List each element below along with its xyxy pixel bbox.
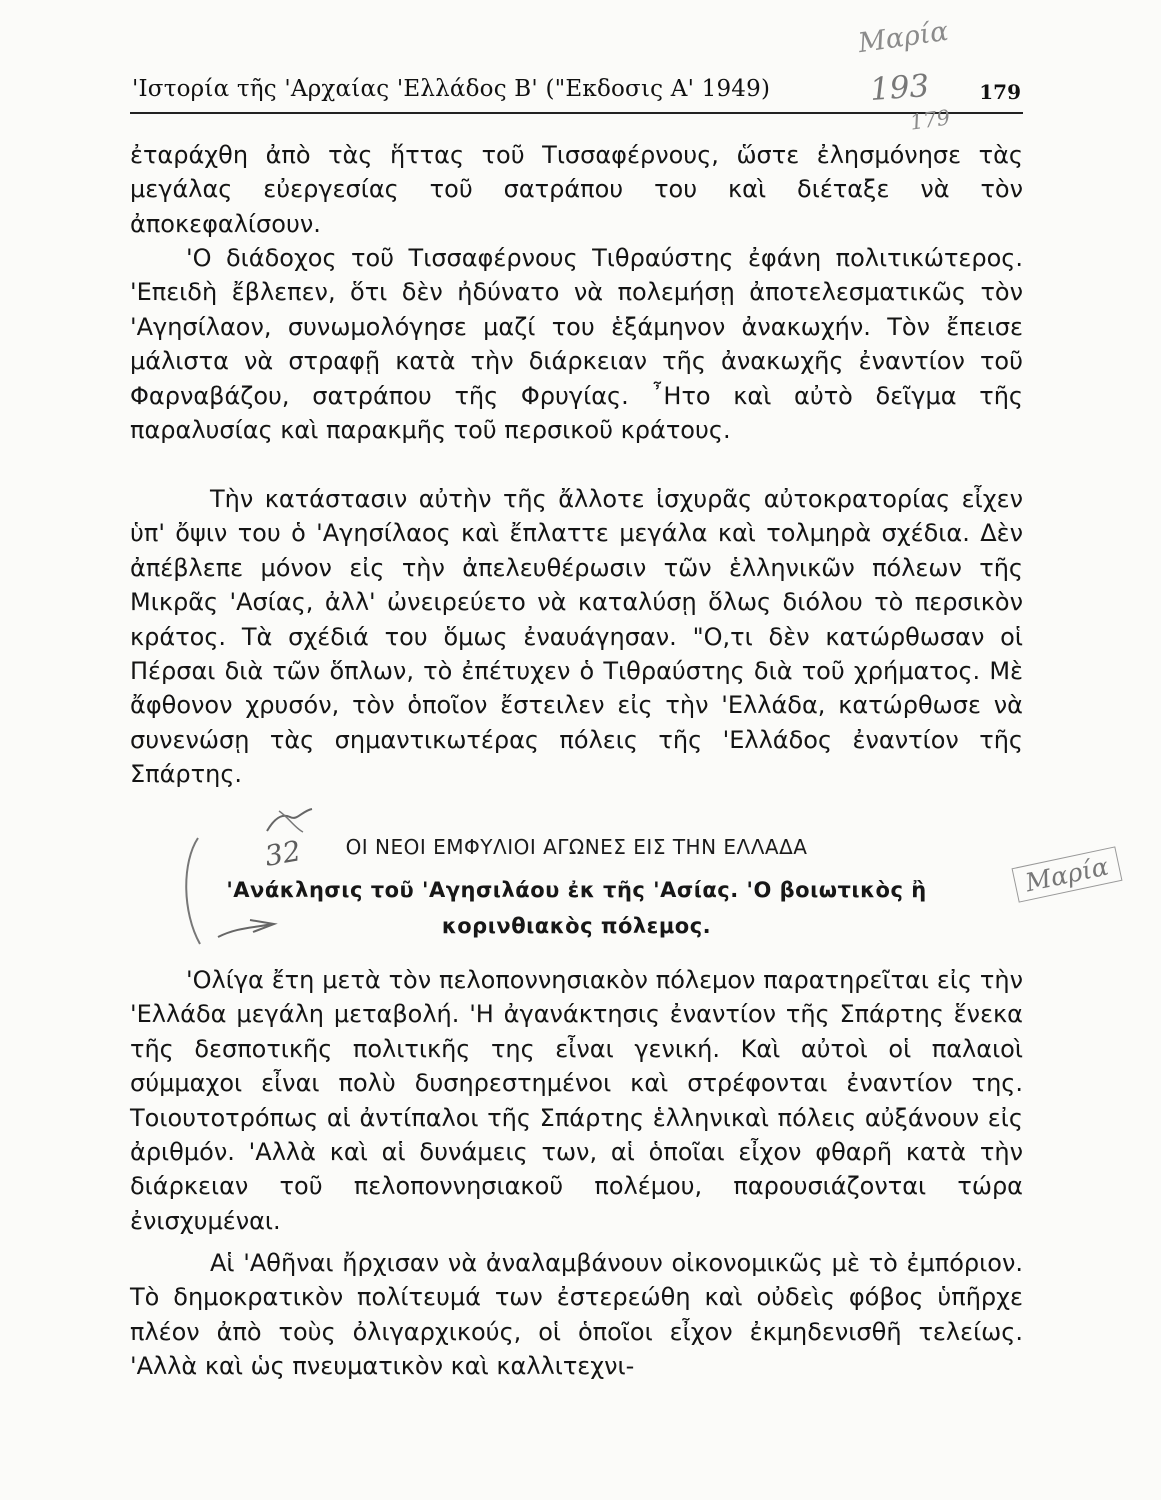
subheading-line-1: 'Ανάκλησις τοῦ 'Αγησιλάου ἐκ τῆς 'Ασίας. 'Ο βοιωτικὸς ἢ xyxy=(226,878,927,902)
section-heading: ΟΙ ΝΕΟΙ ΕΜΦΥΛΙΟΙ ΑΓΩΝΕΣ ΕΙΣ ΤΗΝ ΕΛΛΑΔΑ xyxy=(345,835,808,859)
paragraph-political-change: 'Ολίγα ἔτη μετὰ τὸν πελοποννησιακὸν πόλεμον παρατηρεῖται εἰς τὴν 'Ελλάδα μεγάλη μεταβολή. 'Η ἀγανάκτησις ἐναντίον τῆς Σπάρτης ἕνεκα τῆς δεσποτικῆς πολιτικῆς της εἶναι γενική. Καὶ αὐτοὶ οἱ παλαιοὶ σύμμαχοι εἶναι πολὺ δυσηρεστημένοι καὶ στρέφονται ἐναντίον της. Τοιουτοτρόπως αἱ ἀντίπαλοι τῆς Σπάρτης ἑλληνικαὶ πόλεις αὐξάνουν εἰς ἀριθμόν. 'Αλλὰ καὶ αἱ δυνάμεις των, αἱ ὁποῖαι εἶχον φθαρῆ κατὰ τὴν διάρκειαν τοῦ πελοποννησιακοῦ πολέμου, παρουσιάζονται τώρα ἐνισχυμέναι. xyxy=(130,966,1023,1235)
handwritten-number-179: 179 xyxy=(908,105,952,135)
paragraph-tithraustes: 'Ο διάδοχος τοῦ Τισσαφέρνους Τιθραύστης ἐφάνη πολιτικώτερος. 'Επειδὴ ἔβλεπεν, ὅτι δὲν ἠδύνατο νὰ πολεμήσῃ ἀποτελεσματικῶς τὸν 'Αγησίλαον, συνωμολόγησε μαζί του ἑξάμηνον ἀνακωχήν. Τὸν ἔπεισε μάλιστα νὰ στραφῇ κατὰ τὴν διάρκειαν τῆς ἀνακωχῆς ἐναντίον τοῦ Φαρναβάζου, σατράπου τῆς Φρυγίας. ῏Ητο καὶ αὐτὸ δεῖγμα τῆς παραλυσίας καὶ παρακμῆς τοῦ περσικοῦ κράτους. xyxy=(130,244,1023,445)
handwritten-margin-name: Μαρία xyxy=(1012,846,1123,902)
paragraph-tissaphernes-end: ἐταράχθη ἀπὸ τὰς ἥττας τοῦ Τισσαφέρνους, ὥστε ἐλησμόνησε τὰς μεγάλας εὐεργεσίας τοῦ σατράπου του καὶ διέταξε νὰ τὸν ἀποκεφαλίσουν. xyxy=(130,141,1023,238)
handwritten-section-number: 32 xyxy=(262,834,304,873)
paragraph-agesilaus-plans: Τὴν κατάστασιν αὐτὴν τῆς ἄλλοτε ἰσχυρᾶς αὐτοκρατορίας εἶχεν ὑπ' ὄψιν του ὁ 'Αγησίλαος καὶ ἔπλαττε μεγάλα καὶ τολμηρὰ σχέδια. Δὲν ἀπέβλεπε μόνον εἰς τὴν ἀπελευθέρωσιν τῶν ἑλληνικῶν πόλεων τῆς Μικρᾶς 'Ασίας, ἀλλ' ὠνειρεύετο νὰ καταλύσῃ ὅλως διόλου τὸ περσικὸν κράτος. Τὰ σχέδιά του ὅμως ἐναυάγησαν. "Ο,τι δὲν κατώρθωσαν οἱ Πέρσαι διὰ τῶν ὅπλων, τὸ ἐπέτυχεν ὁ Τιθραύστης διὰ τοῦ χρήματος. Μὲ ἄφθονον χρυσόν, τὸν ὁποῖον ἔστειλεν εἰς τὴν 'Ελλάδα, κατώρθωσε νὰ συνενώσῃ τὰς σημαντικωτέρας πόλεις τῆς 'Ελλάδος ἐναντίον τῆς Σπάρτης. xyxy=(130,485,1023,789)
handwritten-name-top: Μαρία xyxy=(856,15,951,60)
running-title: 'Ιστορία τῆς 'Αρχαίας 'Ελλάδος Β' ("Εκδοσις Α' 1949) xyxy=(132,76,771,102)
page-number: 179 xyxy=(979,80,1021,104)
handwritten-number-193: 193 xyxy=(868,67,931,109)
paragraph-athens-recovery: Αἱ 'Αθῆναι ἤρχισαν νὰ ἀναλαμβάνουν οἰκονομικῶς μὲ τὸ ἐμπόριον. Τὸ δημοκρατικὸν πολίτευμά των ἐστερεώθη καὶ οὐδεὶς φόβος ὑπῆρχε πλέον ἀπὸ τοὺς ὀλιγαρχικούς, οἱ ὁποῖοι εἶχον ἐκμηδενισθῆ τελείως. 'Αλλὰ καὶ ὡς πνευματικὸν καὶ καλλιτεχνι- xyxy=(130,1249,1023,1381)
subheading-line-2: κορινθιακὸς πόλεμος. xyxy=(441,914,712,938)
